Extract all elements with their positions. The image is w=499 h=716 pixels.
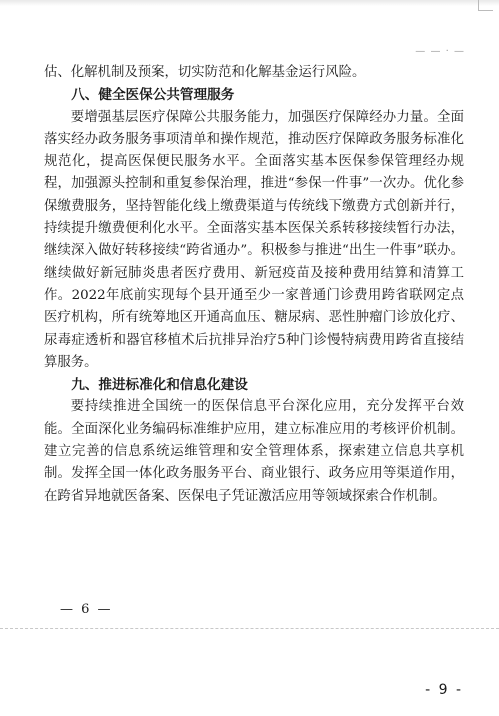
paragraph-section-8: 要增强基层医疗保障公共服务能力，加强医疗保障经办力量。全面落实经办政务服务事项清单和操作规范，推动医疗保障政务服务标准化规范化，提高医保便民服务水平。全面落实基本医保参保管理经办规程，加强源头控制和重复参保治理，推进“参保一件事”一次办。优化参保缴费服务，坚持智能化线上缴费渠道与传统线下缴费方式创新并行，持续提升缴费便利化水平。全面落实基本医保关系转移接续暂行办法，继续深入做好转移接续“跨省通办”。积极参与推进“出生一件事”联办。继续做好新冠肺炎患者医疗费用、新冠疫苗及接种费用结算和清算工作。2022年底前实现每个县开通至少一家普通门诊费用跨省联网定点医疗机构，所有统筹地区开通高血压、糖尿病、恶性肿瘤门诊放化疗、尿毒症透析和器官移植术后抗排异治疗5种门诊慢特病费用跨省直接结算服务。: [44, 109, 464, 370]
paragraph-continued: 估、化解机制及预案，切实防范和化解基金运行风险。: [44, 65, 366, 80]
paragraph-section-9: 要持续推进全国统一的医保信息平台深化应用，充分发挥平台效能。全面深化业务编码标准维护应用，建立标准应用的考核评价机制。建立完善的信息系统运维管理和安全管理体系，探索建立信息共享机制。发挥全国一体化政务服务平台、商业银行、政务应用等渠道作用，在跨省异地就医备案、医保电子凭证激活应用等领域探索合作机制。: [44, 399, 464, 504]
outer-page-number: - 9 -: [425, 682, 463, 698]
inner-page-number: — 6 —: [60, 602, 113, 617]
header-marks: — — · —: [415, 46, 465, 57]
section-heading-9: 九、推进标准化和信息化建设: [71, 377, 248, 394]
corner-mark: [478, 0, 493, 11]
scan-edge-shadow: [0, 0, 499, 6]
section-heading-8: 八、健全医保公共管理服务: [71, 87, 235, 104]
document-body: [44, 62, 464, 508]
page-divider: [0, 628, 499, 629]
